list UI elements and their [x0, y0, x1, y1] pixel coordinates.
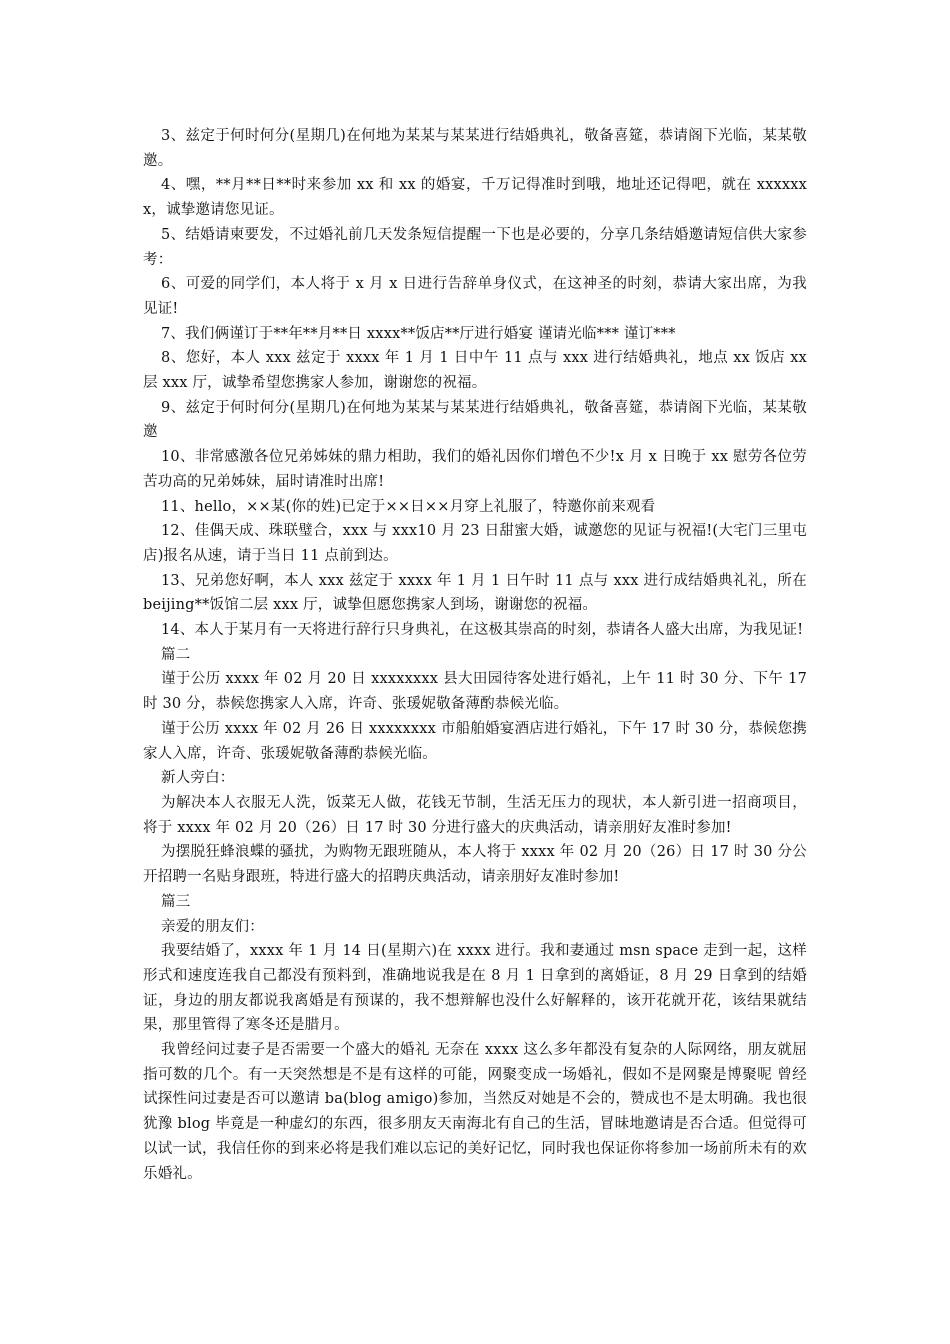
paragraph-11: 11、hello，××某(你的姓)已定于××日××月穿上礼服了，特邀你前来观看 — [161, 498, 656, 515]
paragraph-13: 13、兄弟您好啊，本人 xxx 兹定于 xxxx 年 1 月 1 日午时 11 点与 xxx 进行成结婚典礼礼，所在 beijing**饭馆二层 xxx 厅，诚挚但愿您携家人到场，谢谢您的祝福。 — [143, 572, 807, 614]
section-2-paragraph-3: 为解决本人衣服无人洗，饭菜无人做，花钱无节制，生活无压力的现状，本人新引进一招商项目，将于 xxxx 年 02 月 20（26）日 17 时 30 分进行盛大的庆典活动，请亲朋好友准时参加! — [143, 794, 807, 836]
paragraph-4: 4、嘿，**月**日**时来参加 xx 和 xx 的婚宴，千万记得准时到哦，地址还记得吧，就在 xxxxxxx，诚挚邀请您见证。 — [143, 177, 807, 219]
section-3-paragraph-2: 我曾经问过妻子是否需要一个盛大的婚礼 无奈在 xxxx 这么多年都没有复杂的人际网络，朋友就屈指可数的几个。有一天突然想是不是有这样的可能，网聚变成一场婚礼，假如不是网聚是博聚呢 曾经试探性问过妻是否可以邀请 ba(blog amigo)参加，当然反对她是不会的，赞成也不是太明确。我也很犹豫 blog 毕竟是一种虚幻的东西，很多朋友天南海北有自己的生活，冒昧地邀请是否合适。但觉得可以试一试，我信任你的到来必将是我们难以忘记的美好记忆，同时我也保证你将参加一场前所未有的欢乐婚礼。 — [143, 1042, 807, 1182]
section-3-salutation: 亲爱的朋友们： — [161, 918, 264, 935]
paragraph-9: 9、兹定于何时何分(星期几)在何地为某某与某某进行结婚典礼，敬备喜筵，恭请阁下光临，某某敬邀 — [143, 399, 807, 441]
section-2-paragraph-2: 谨于公历 xxxx 年 02 月 26 日 xxxxxxxx 市船舶婚宴酒店进行婚礼，下午 17 时 30 分，恭候您携家人入席，许奇、张瑗妮敬备薄酌恭候光临。 — [143, 720, 807, 762]
paragraph-5: 5、结婚请柬要发，不过婚礼前几天发条短信提醒一下也是必要的，分享几条结婚邀请短信供大家参考： — [143, 226, 807, 268]
paragraph-3: 3、兹定于何时何分(星期几)在何地为某某与某某进行结婚典礼，敬备喜筵，恭请阁下光临，某某敬邀。 — [143, 128, 807, 169]
section-2-subheading: 新人旁白： — [161, 770, 235, 787]
paragraph-8: 8、您好，本人 xxx 兹定于 xxxx 年 1 月 1 日中午 11 点与 xxx 进行结婚典礼，地点 xx 饭店 xx 层 xxx 厅，诚挚希望您携家人参加，谢谢您的祝福。 — [143, 350, 807, 392]
section-heading-2: 篇二 — [161, 646, 191, 663]
section-2-paragraph-4: 为摆脱狂蜂浪蝶的骚扰，为购物无跟班随从，本人将于 xxxx 年 02 月 20（26）日 17 时 30 分公开招聘一名贴身跟班，特进行盛大的招聘庆典活动，请亲朋好友准时参加! — [143, 844, 807, 886]
paragraph-7: 7、我们俩谨订于**年**月**日 xxxx**饭店**厅进行婚宴 谨请光临*** 谨订*** — [161, 325, 676, 342]
section-3-paragraph-1: 我要结婚了，xxxx 年 1 月 14 日(星期六)在 xxxx 进行。我和妻通过 msn space 走到一起，这样形式和速度连我自己都没有预料到，准确地说我是在 8 月 1 日拿到的离婚证，8 月 29 日拿到的结婚证，身边的朋友都说我离婚是有预谋的，我不想辩解也没什么好解释的，该开花就开花，该结果就结果，那里管得了寒冬还是腊月。 — [143, 943, 807, 1034]
document-body — [143, 124, 807, 1186]
paragraph-12: 12、佳偶天成、珠联璧合，xxx 与 xxx10 月 23 日甜蜜大婚，诚邀您的见证与祝福!(大宅门三里屯店)报名从速，请于当日 11 点前到达。 — [143, 523, 807, 564]
paragraph-10: 10、非常感激各位兄弟姊妹的鼎力相助，我们的婚礼因你们增色不少!x 月 x 日晚于 xx 慰劳各位劳苦功高的兄弟姊妹，届时请准时出席! — [143, 449, 807, 490]
section-2-paragraph-1: 谨于公历 xxxx 年 02 月 20 日 xxxxxxxx 县大田园待客处进行婚礼，上午 11 时 30 分、下午 17 时 30 分，恭候您携家人入席，许奇、张瑗妮敬备薄酌恭候光临。 — [143, 671, 807, 713]
paragraph-6: 6、可爱的同学们，本人将于 x 月 x 日进行告辞单身仪式，在这神圣的时刻，恭请大家出席，为我见证! — [143, 276, 807, 317]
paragraph-14: 14、本人于某月有一天将进行辞行只身典礼，在这极其崇高的时刻，恭请各人盛大出席，为我见证! — [161, 622, 804, 639]
section-heading-3: 篇三 — [161, 893, 191, 910]
